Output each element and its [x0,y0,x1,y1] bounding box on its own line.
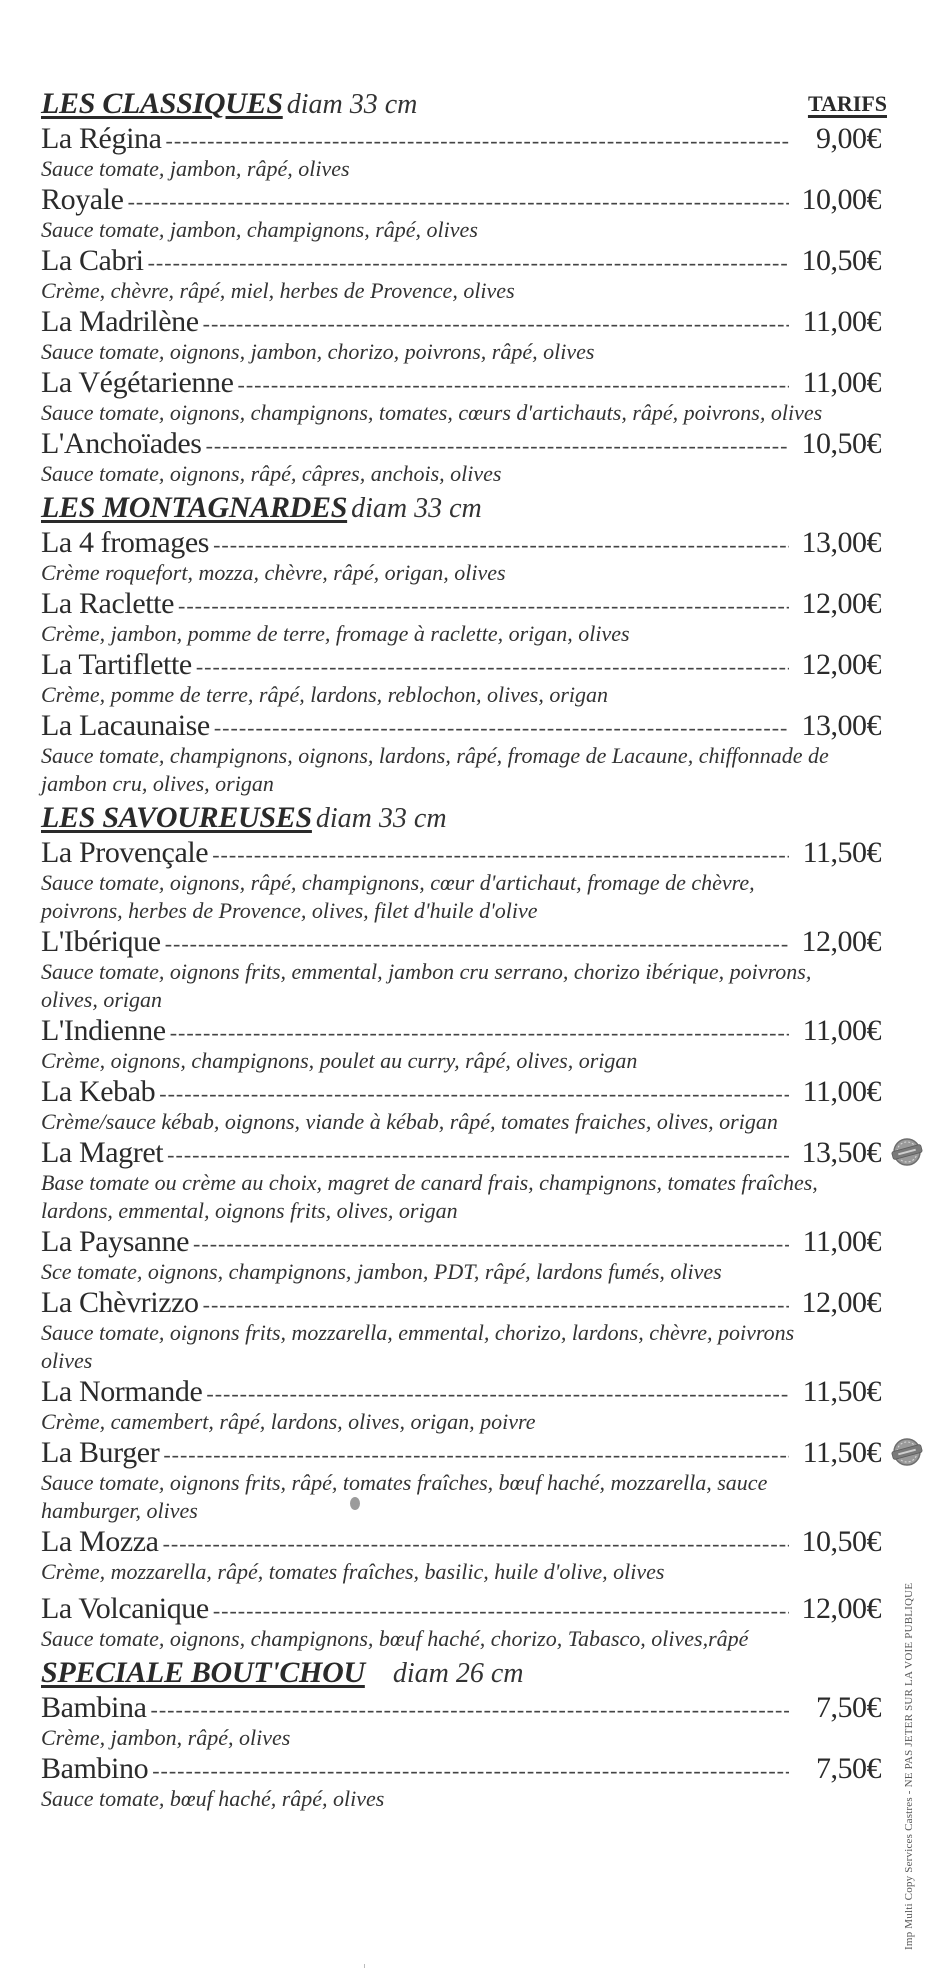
item-price: 12,00€ [801,587,881,620]
section-title: LES CLASSIQUES [41,87,283,120]
dotted-leader [166,124,789,157]
item-description: Sauce tomate, jambon, champignons, râpé, olives [41,217,478,242]
item-name: La Kebab [41,1075,156,1108]
imprint-text: Imp Multi Copy Services Castres - NE PAS JETER SUR LA VOIE PUBLIQUE [903,1582,915,1950]
item-description: Sce tomate, oignons, champignons, jambon, PDT, râpé, lardons fumés, olives [41,1259,722,1284]
dotted-leader [238,368,789,401]
item-name: Royale [41,183,124,216]
section-title: LES MONTAGNARDES [41,491,348,524]
menu-item [41,1691,881,1752]
menu-item [41,1592,881,1653]
menu-item [41,1286,881,1375]
item-price: 10,50€ [801,244,881,277]
item-price: 11,00€ [802,305,881,338]
menu-item [41,1225,881,1286]
item-name: La Cabri [41,244,144,277]
item-price: 11,00€ [802,1014,881,1047]
menu-item [41,122,881,183]
nouveau-badge-icon [890,1437,924,1467]
item-name: La Végétarienne [41,366,234,399]
menu-item [41,1014,881,1075]
item-price: 13,00€ [801,526,881,559]
item-description: Base tomate ou crème au choix, magret de canard frais, champignons, tomates fraîches, lardons, emmental, oignons frits, olives, origan [41,1170,818,1223]
menu-item [41,427,881,488]
menu-item [41,648,881,709]
section-title: LES SAVOUREUSES [41,801,312,834]
item-name: La Volcanique [41,1592,209,1625]
item-name: Bambino [41,1752,149,1785]
dotted-leader [206,1377,789,1410]
menu-item [41,709,881,798]
item-description: Sauce tomate, oignons, jambon, chorizo, poivrons, râpé, olives [41,339,595,364]
item-name: La Tartiflette [41,648,192,681]
item-price: 13,50€ [801,1136,881,1169]
item-price: 11,00€ [802,1225,881,1258]
menu-item [41,183,881,244]
item-name: La Burger [41,1436,160,1469]
section-diam: diam 33 cm [315,803,447,834]
menu-item [41,587,881,648]
section-diam: diam 33 cm [286,89,418,120]
item-price: 11,50€ [802,1375,881,1408]
print-speck [364,1964,365,1968]
item-description: Sauce tomate, oignons, champignons, tomates, cœurs d'artichauts, râpé, poivrons, olives [41,400,823,425]
menu-item [41,1752,881,1813]
item-description: Crème/sauce kébab, oignons, viande à kébab, râpé, tomates fraiches, olives, origan [41,1109,778,1134]
item-description: Crème, chèvre, râpé, miel, herbes de Provence, olives [41,278,515,303]
menu-item [41,366,881,427]
menu-item [41,305,881,366]
dotted-leader [163,1527,789,1560]
dotted-leader [167,1138,789,1171]
item-name: La Mozza [41,1525,159,1558]
dotted-leader [151,1693,789,1726]
menu-item [41,1375,881,1436]
dotted-leader [165,927,789,960]
item-price: 11,50€ [802,836,881,869]
menu-item [41,925,881,1014]
section-header-classiques [41,86,887,122]
item-price: 13,00€ [801,709,881,742]
item-description: Sauce tomate, oignons frits, emmental, jambon cru serrano, chorizo ibérique, poivrons, olives, origan [41,959,812,1012]
item-description: Crème, mozzarella, râpé, tomates fraîches, basilic, huile d'olive, olives [41,1559,665,1584]
item-name: La Lacaunaise [41,709,210,742]
dotted-leader [212,838,789,871]
item-name: La Normande [41,1375,203,1408]
dotted-leader [163,1438,789,1471]
item-name: La Chèvrizzo [41,1286,199,1319]
item-description: Crème, jambon, pomme de terre, fromage à raclette, origan, olives [41,621,630,646]
item-name: La Provençale [41,836,209,869]
section-diam: diam 26 cm [392,1658,524,1689]
item-description: Crème roquefort, mozza, chèvre, râpé, origan, olives [41,560,506,585]
pizza-menu [41,86,887,1813]
item-description: Crème, camembert, râpé, lardons, olives, origan, poivre [41,1409,536,1434]
menu-item [41,836,881,925]
menu-item [41,526,881,587]
dotted-leader [170,1016,789,1049]
dotted-leader [159,1077,789,1110]
item-name: La Régina [41,122,162,155]
item-price: 10,00€ [801,183,881,216]
section-header-boutchou [41,1655,881,1691]
item-name: La Paysanne [41,1225,190,1258]
dotted-leader [203,307,789,340]
item-name: La 4 fromages [41,526,210,559]
dotted-leader [178,589,789,622]
dotted-leader [213,528,789,561]
item-price: 12,00€ [801,925,881,958]
item-name: L'Ibérique [41,925,161,958]
item-price: 12,00€ [801,1592,881,1625]
menu-item [41,1136,881,1225]
item-price: 7,50€ [816,1752,881,1785]
item-name: L'Anchoïades [41,427,202,460]
dotted-leader [193,1227,789,1260]
item-price: 7,50€ [816,1691,881,1724]
item-description: Sauce tomate, bœuf haché, râpé, olives [41,1786,385,1811]
item-description: Sauce tomate, oignons, râpé, champignons, cœur d'artichaut, fromage de chèvre, poivrons, herbes de Provence, olives, filet d'huile d'olive [41,870,755,923]
section-diam: diam 33 cm [351,493,482,524]
item-price: 12,00€ [801,1286,881,1319]
tarifs-heading: TARIFS [807,91,887,116]
item-name: L'Indienne [41,1014,166,1047]
item-price: 11,00€ [802,1075,881,1108]
dotted-leader [214,711,789,744]
nouveau-badge-icon [890,1137,924,1167]
menu-item [41,244,881,305]
item-name: La Raclette [41,587,175,620]
section-header-montagnardes [41,490,881,526]
item-name: La Magret [41,1136,164,1169]
menu-item [41,1436,881,1525]
item-description: Sauce tomate, oignons frits, râpé, tomates fraîches, bœuf haché, mozzarella, sauce hamburger, olives [41,1470,768,1523]
item-description: Sauce tomate, jambon, râpé, olives [41,156,350,181]
section-header-savoureuses [41,800,881,836]
item-price: 9,00€ [816,122,881,155]
item-price: 11,00€ [802,366,881,399]
section-title: SPECIALE BOUT'CHOU [41,1656,365,1689]
menu-item [41,1075,881,1136]
item-price: 12,00€ [801,648,881,681]
item-description: Crème, jambon, râpé, olives [41,1725,291,1750]
print-smudge [350,1497,360,1510]
item-description: Sauce tomate, oignons, champignons, bœuf haché, chorizo, Tabasco, olives,râpé [41,1626,749,1651]
item-price: 11,50€ [802,1436,881,1469]
item-name: Bambina [41,1691,147,1724]
dotted-leader [148,246,789,279]
item-description: Sauce tomate, oignons, râpé, câpres, anchois, olives [41,461,502,486]
item-price: 10,50€ [801,427,881,460]
dotted-leader [203,1288,789,1321]
item-description: Sauce tomate, champignons, oignons, lardons, râpé, fromage de Lacaune, chiffonnade de jambon cru, olives, origan [41,743,829,796]
dotted-leader [128,185,789,218]
dotted-leader [196,650,789,683]
dotted-leader [213,1594,789,1627]
menu-item [41,1525,881,1586]
dotted-leader [152,1754,789,1787]
dotted-leader [206,429,789,462]
item-price: 10,50€ [801,1525,881,1558]
item-description: Crème, pomme de terre, râpé, lardons, reblochon, olives, origan [41,682,609,707]
item-name: La Madrilène [41,305,199,338]
item-description: Sauce tomate, oignons frits, mozzarella, emmental, chorizo, lardons, chèvre, poivrons olives [41,1320,795,1373]
item-description: Crème, oignons, champignons, poulet au curry, râpé, olives, origan [41,1048,638,1073]
